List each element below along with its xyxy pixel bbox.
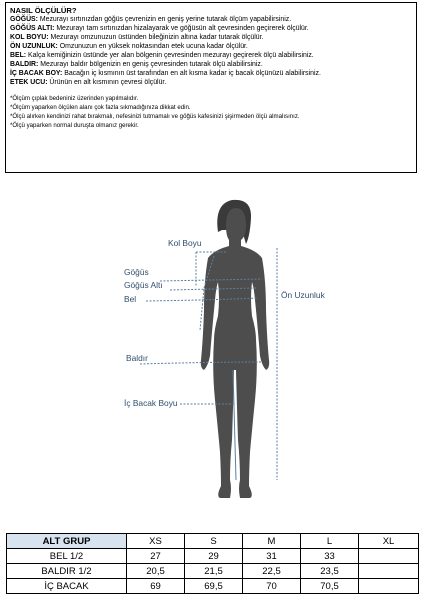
table-row	[7, 564, 419, 579]
guide-line-on-uzunluk	[10, 42, 412, 51]
table-cell: 22,5	[243, 564, 301, 579]
label-gogus-alti: Göğüs Altı	[124, 280, 163, 290]
guide-title: NASIL ÖLÇÜLÜR?	[10, 6, 77, 15]
table-row	[7, 549, 419, 564]
table-cell	[359, 549, 419, 564]
guide-line-baldir	[10, 60, 412, 69]
guide-text: Mezurayı omzunuzun üstünden bileğinizin altına kadar tutarak ölçülür.	[48, 34, 264, 41]
guide-text: Kalça kemiğinizin üstünde yer alan bölgenin çevresinden mezurayı geçirerek ölçü alabilirsiniz.	[26, 52, 314, 59]
guide-line-ic-bacak	[10, 69, 412, 78]
size-header: M	[243, 534, 301, 549]
guide-line-kol-boyu	[10, 33, 412, 42]
label-on-uzunluk: Ön Uzunluk	[281, 290, 325, 300]
guide-label: GÖĞÜS:	[10, 16, 38, 23]
size-header: S	[185, 534, 243, 549]
size-header: XS	[127, 534, 185, 549]
table-cell: 69	[127, 579, 185, 594]
guide-label: KOL BOYU:	[10, 34, 49, 41]
table-cell	[359, 579, 419, 594]
table-cell: 33	[301, 549, 359, 564]
row-label: BEL 1/2	[7, 549, 127, 564]
label-baldir: Baldır	[126, 353, 148, 363]
label-gogus: Göğüs	[124, 267, 149, 277]
note: *Ölçüm yaparken ölçülen alanı çok fazla sıkmadığınıza dikkat edin.	[10, 104, 191, 111]
guide-text: Omzunuzun en yüksek noktasından etek ucuna kadar ölçülür.	[57, 43, 248, 50]
table-cell: 21,5	[185, 564, 243, 579]
table-cell: 70,5	[301, 579, 359, 594]
row-label: İÇ BACAK	[7, 579, 127, 594]
measurement-guide	[5, 2, 417, 173]
table-cell: 29	[185, 549, 243, 564]
guide-text: Bacağın iç kısmının üst tarafından en alt kısma kadar iç bacak ölçünüzü alabilirsiniz.	[62, 70, 321, 77]
size-table-header	[7, 534, 419, 549]
notes	[10, 94, 412, 130]
body-figure	[0, 190, 424, 520]
label-ic-bacak-boyu: İç Bacak Boyu	[124, 398, 178, 408]
guide-text: Mezurayı baldır bölgenizin en geniş çevresinden tutarak ölçü alabilirsiniz.	[38, 61, 263, 68]
guide-label: BALDIR:	[10, 61, 39, 68]
table-cell: 31	[243, 549, 301, 564]
guide-line-gogus-alti	[10, 24, 412, 33]
guide-label: ÖN UZUNLUK:	[10, 43, 58, 50]
body-silhouette	[0, 190, 424, 520]
note: *Ölçü yaparken normal duruşta olmanız gerekir.	[10, 122, 139, 129]
table-cell: 20,5	[127, 564, 185, 579]
table-cell	[359, 564, 419, 579]
guide-line-etek-ucu	[10, 78, 412, 87]
guide-line-bel	[10, 51, 412, 60]
table-cell: 70	[243, 579, 301, 594]
guide-label: BEL:	[10, 52, 27, 59]
table-cell: 69,5	[185, 579, 243, 594]
note: *Ölçüm çıplak bedeniniz üzerinden yapılmalıdır.	[10, 95, 139, 102]
guide-text: Ürünün en alt kısmının çevresi ölçülür.	[47, 79, 167, 86]
size-table	[6, 533, 419, 594]
size-header: L	[301, 534, 359, 549]
note: *Ölçü alırken kendinizi rahat bırakmalı, nefesinizi tutmamalı ve göğüs kafesinizi şişirmeden ölçü almalısınız.	[10, 113, 300, 120]
guide-label: GÖĞÜS ALTI:	[10, 25, 55, 32]
guide-line-gogus	[10, 15, 412, 24]
table-cell: 23,5	[301, 564, 359, 579]
table-row	[7, 579, 419, 594]
label-bel: Bel	[124, 294, 137, 304]
group-header: ALT GRUP	[7, 534, 127, 549]
label-kol-boyu: Kol Boyu	[168, 238, 202, 248]
ic-bacak-vertical	[233, 370, 236, 480]
guide-text: Mezurayı sırtınızdan göğüs çevrenizin en geniş yerine tutarak ölçüm yapabilirsiniz.	[37, 16, 292, 23]
guide-label: ETEK UCU:	[10, 79, 48, 86]
guide-text: Mezurayı tam sırtınızdan hizalayarak ve göğüsün alt çevresinden geçirerek ölçülür.	[54, 25, 309, 32]
guide-label: İÇ BACAK BOY:	[10, 70, 63, 77]
size-header: XL	[359, 534, 419, 549]
table-cell: 27	[127, 549, 185, 564]
row-label: BALDIR 1/2	[7, 564, 127, 579]
